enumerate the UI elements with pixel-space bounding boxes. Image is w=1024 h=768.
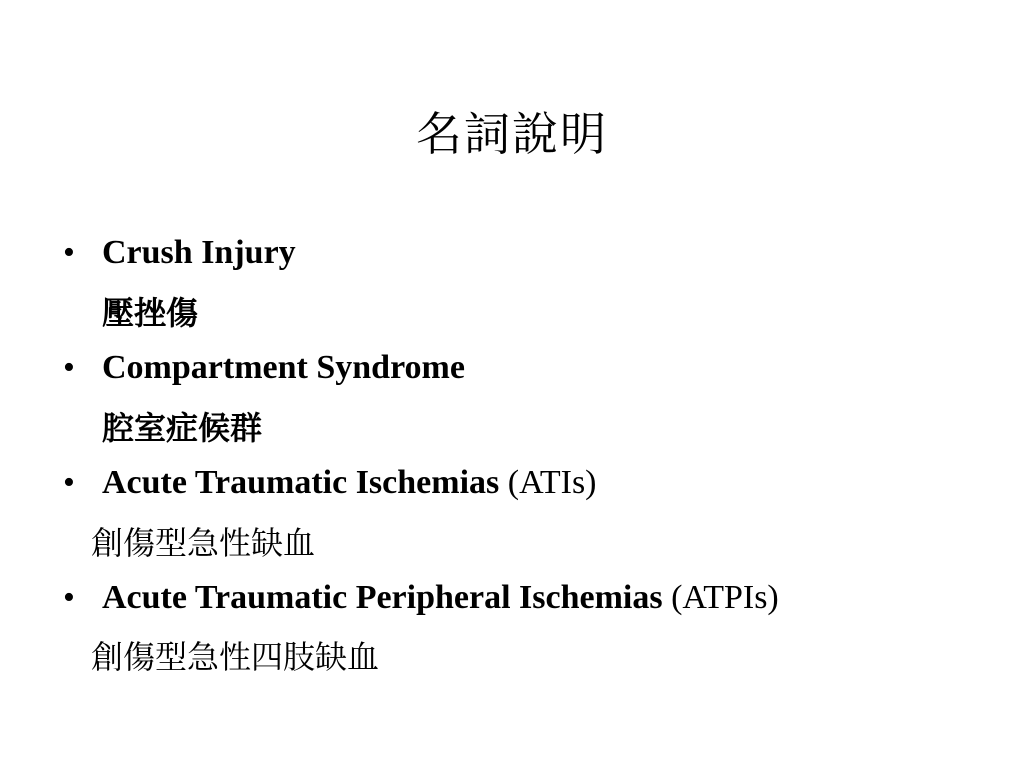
term-text: Acute Traumatic Ischemias — [102, 464, 500, 501]
slide-title: 名詞說明 — [416, 107, 608, 161]
term-abbreviation: (ATIs) — [507, 464, 597, 501]
term-translation: 創傷型急性四肢缺血 — [91, 638, 380, 676]
term-text: Acute Traumatic Peripheral Ischemias — [102, 579, 663, 616]
list-item-term — [102, 578, 779, 618]
bullet-marker: • — [63, 234, 75, 271]
term-text: Crush Injury — [102, 234, 296, 271]
term-text: Compartment Syndrome — [102, 349, 465, 386]
list-item-term — [102, 463, 597, 503]
term-translation: 壓挫傷 — [102, 294, 199, 332]
bullet-marker: • — [63, 464, 75, 501]
term-translation: 創傷型急性缺血 — [91, 524, 316, 562]
list-item-term — [102, 233, 296, 273]
bullet-marker: • — [63, 579, 75, 616]
term-abbreviation: (ATPIs) — [671, 579, 779, 616]
list-item-term — [102, 348, 465, 388]
term-translation: 腔室症候群 — [102, 409, 263, 447]
bullet-marker: • — [63, 349, 75, 386]
